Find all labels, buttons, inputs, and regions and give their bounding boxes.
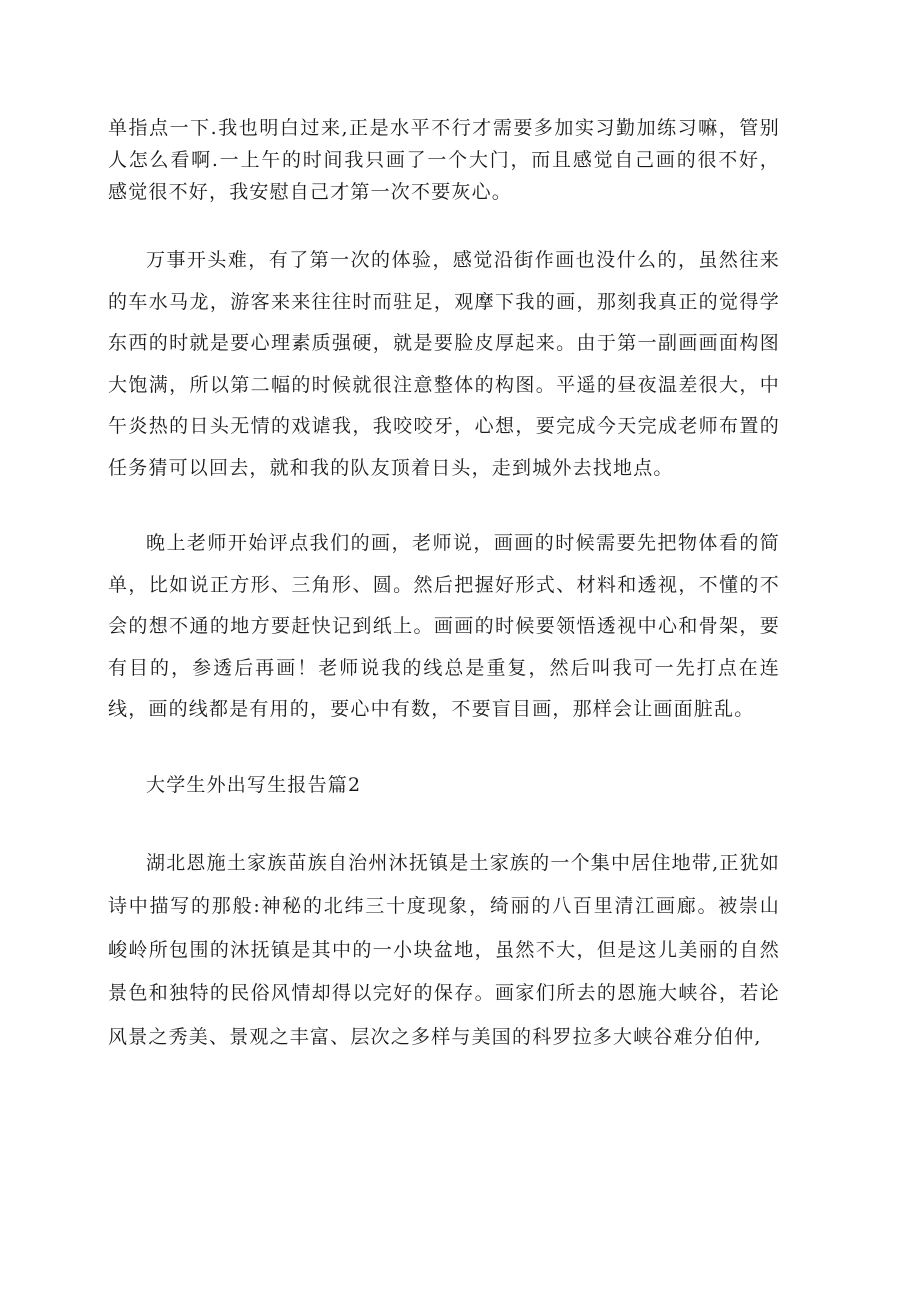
paragraph-enshi: 湖北恩施土家族苗族自治州沐抚镇是土家族的一个集中居住地带,正犹如诗中描写的那般:神秘的北纬三十度现象，绮丽的八百里清江画廊。被崇山峻岭所包围的沐抚镇是其中的一小块盆地，虽然不大，但是这儿美丽的自然景色和独特的民俗风情却得以完好的保存。画家们所去的恩施大峡谷，若论风景之秀美、景观之丰富、层次之多样与美国的科罗拉多大峡谷难分伯仲, [108,851,780,1048]
section-heading: 大学生外出写生报告篇2 [146,773,362,796]
paragraph-first-experience: 万事开头难，有了第一次的体验，感觉沿街作画也没什么的，虽然往来的车水马龙，游客来来往往时而驻足，观摩下我的画，那刻我真正的觉得学东西的时就是要心理素质强硬，就是要脸皮厚起来。由于第一副画画面构图大饱满，所以第二幅的时候就很注意整体的构图。平遥的昼夜温差很大，中午炎热的日头无情的戏谑我，我咬咬牙，心想，要完成今天完成老师布置的任务猜可以回去，就和我的队友顶着日头，走到城外去找地点。 [108,249,780,479]
paragraph-teacher-review: 晚上老师开始评点我们的画，老师说，画画的时候需要先把物体看的简单，比如说正方形、三角形、圆。然后把握好形式、材料和透视，不懂的不会的想不通的地方要赶快记到纸上。画画的时候要领悟透视中心和骨架，要有目的，参透后再画！老师说我的线总是重复，然后叫我可一先打点在连线，画的线都是有用的，要心中有数，不要盲目画，那样会让画面脏乱。 [108,532,780,720]
paragraph-continued: 单指点一下.我也明白过来,正是水平不行才需要多加实习勤加练习嘛，管别人怎么看啊.一上午的时间我只画了一个大门，而且感觉自己画的很不好，感觉很不好，我安慰自己才第一次不要灰心。 [108,117,780,203]
document-page [108,112,780,1059]
